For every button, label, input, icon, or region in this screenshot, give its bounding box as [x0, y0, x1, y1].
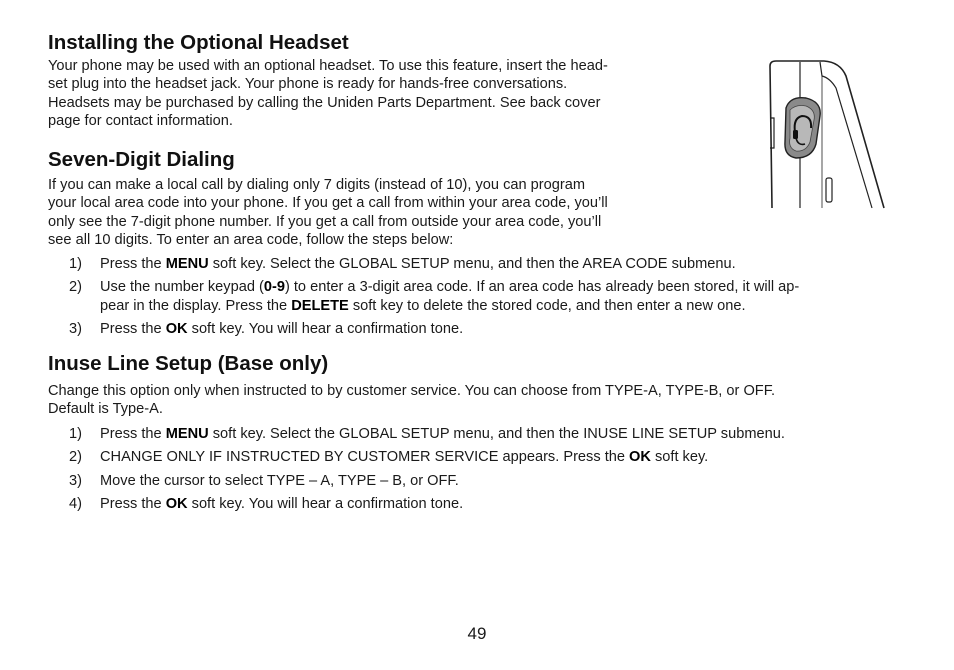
text-line: page for contact information. [48, 113, 233, 130]
step-text: soft key to delete the stored code, and then enter a new one. [348, 297, 746, 314]
phone-side-illustration [760, 58, 890, 223]
step-key: DELETE [291, 297, 349, 314]
list-item [48, 255, 910, 273]
step-key: OK [165, 321, 188, 338]
text-line: Headsets may be purchased by calling the Uniden Parts Department. See back cover [48, 94, 601, 111]
steps-inuse-line [48, 425, 910, 519]
text-line: your local area code into your phone. If you get a call from within your area code, you’ll [48, 195, 608, 212]
step-text: soft key. Select the GLOBAL SETUP menu, and then the INUSE LINE SETUP submenu. [208, 426, 785, 442]
step-key: OK [629, 449, 651, 466]
list-item [48, 448, 910, 466]
step-number: 1) [69, 256, 82, 272]
step-text: soft key. Select the GLOBAL SETUP menu, and then the AREA CODE submenu. [208, 256, 736, 272]
step-text: ) to enter a 3-digit area code. If an area code has already been stored, it will ap- [284, 279, 800, 296]
step-key: OK [165, 496, 188, 513]
step-text: Press the [100, 256, 166, 272]
heading-seven-digit-dialing: Seven-Digit Dialing [48, 148, 235, 171]
step-text: Press the [100, 426, 166, 442]
step-key: 0-9 [263, 279, 285, 296]
step-number: 2) [69, 279, 82, 296]
step-text: Press the [100, 496, 166, 513]
text-line: Your phone may be used with an optional headset. To use this feature, insert the head- [48, 58, 608, 74]
list-item [48, 495, 910, 513]
list-item [48, 278, 910, 315]
step-number: 2) [69, 449, 82, 466]
paragraph-headset [48, 57, 608, 131]
step-number: 4) [69, 496, 82, 513]
step-text: Press the [100, 321, 166, 338]
page-number: 49 [467, 624, 487, 643]
text-line: only see the 7-digit phone number. If you get a call from outside your area code, you’ll [48, 213, 602, 230]
step-text: Move the cursor to select TYPE – A, TYPE – B, or OFF. [100, 472, 459, 489]
step-number: 3) [69, 321, 82, 338]
text-line: Change this option only when instructed to by customer service. You can choose from TYPE-A, TYPE-B, or OFF. [48, 383, 776, 399]
step-key: MENU [165, 426, 209, 442]
step-number: 1) [69, 426, 82, 442]
text-line: Default is Type-A. [48, 401, 163, 418]
list-item [48, 472, 910, 490]
step-text: CHANGE ONLY IF INSTRUCTED BY CUSTOMER SERVICE appears. Press the [100, 449, 630, 466]
text-line: set plug into the headset jack. Your phone is ready for hands-free conversations. [48, 76, 568, 93]
list-item [48, 320, 910, 338]
list-item [48, 425, 910, 443]
steps-seven-digit [48, 255, 910, 344]
text-line: see all 10 digits. To enter an area code, follow the steps below: [48, 232, 454, 249]
headset-jack-icon [760, 58, 890, 218]
heading-inuse-line-setup: Inuse Line Setup (Base only) [48, 352, 329, 375]
text-line: If you can make a local call by dialing only 7 digits (instead of 10), you can program [48, 177, 586, 193]
step-number: 3) [69, 472, 82, 489]
step-text: soft key. You will hear a confirmation tone. [187, 496, 464, 513]
step-text: Use the number keypad ( [100, 279, 264, 296]
step-key: MENU [165, 256, 209, 272]
paragraph-inuse-line [48, 382, 775, 419]
step-text: soft key. [650, 449, 709, 466]
heading-installing-headset: Installing the Optional Headset [48, 31, 349, 54]
paragraph-seven-digit [48, 176, 608, 250]
step-text: pear in the display. Press the [100, 297, 292, 314]
step-text: soft key. You will hear a confirmation tone. [187, 321, 464, 338]
